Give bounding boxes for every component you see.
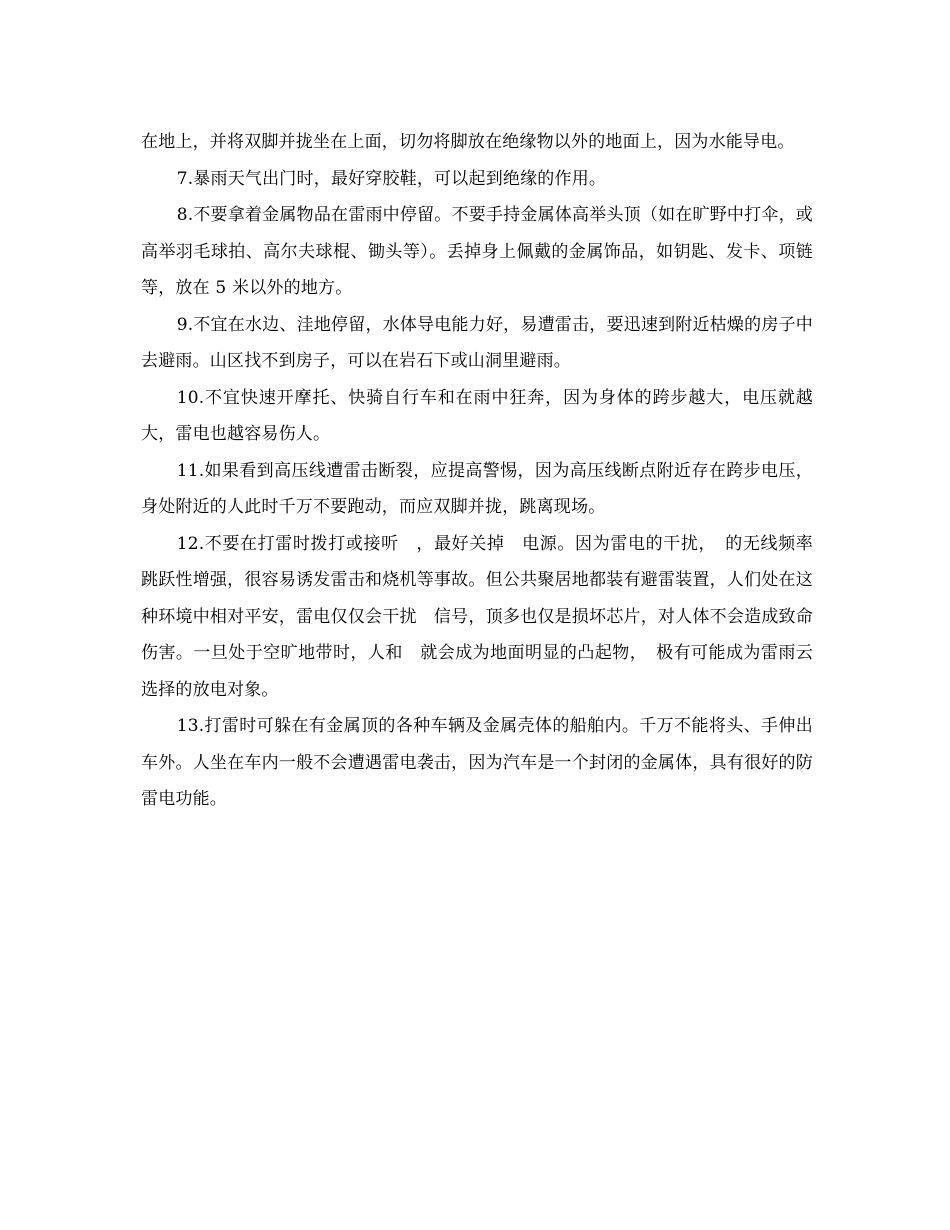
paragraph-item-13: 13.打雷时可躲在有金属顶的各种车辆及金属壳体的船舶内。千万不能将头、手伸出车外。人坐在车内一般不会遭遇雷电袭击，因为汽车是一个封闭的金属体，具有很好的防雷电功能。 — [141, 716, 813, 809]
paragraph-item-8: 8.不要拿着金属物品在雷雨中停留。不要手持金属体高举头顶（如在旷野中打伞，或高举羽毛球拍、高尔夫球棍、锄头等）。丢掉身上佩戴的金属饰品，如钥匙、发卡、项链等，放在 5 米以外的地方。 — [141, 205, 813, 298]
paragraph-item-7: 7.暴雨天气出门时，最好穿胶鞋，可以起到绝缘的作用。 — [176, 168, 607, 189]
paragraph-item-10: 10.不宜快速开摩托、快骑自行车和在雨中狂奔，因为身体的跨步越大，电压就越大，雷电也越容易伤人。 — [141, 387, 813, 444]
paragraph-item-9: 9.不宜在水边、洼地停留，水体导电能力好，易遭雷击，要迅速到附近枯燥的房子中去避雨。山区找不到房子，可以在岩石下或山洞里避雨。 — [141, 314, 813, 371]
document-body — [141, 124, 813, 818]
paragraph-item-11: 11.如果看到高压线遭雷击断裂，应提高警惕，因为高压线断点附近存在跨步电压，身处附近的人此时千万不要跑动，而应双脚并拢，跳离现场。 — [141, 460, 813, 517]
paragraph-continuation: 在地上，并将双脚并拢坐在上面，切勿将脚放在绝缘物以外的地面上，因为水能导电。 — [141, 132, 795, 152]
paragraph-item-12: 12.不要在打雷时拨打或接听 ，最好关掉 电源。因为雷电的干扰， 的无线频率跳跃性增强，很容易诱发雷击和烧机等事故。但公共聚居地都装有避雷装置，人们处在这种环境中相对平安，雷电仅仅会干扰 信号，顶多也仅是损坏芯片，对人体不会造成致命伤害。一旦处于空旷地带时，人和 就会成为地面明显的凸起物， 极有可能成为雷雨云选择的放电对象。 — [141, 533, 813, 700]
